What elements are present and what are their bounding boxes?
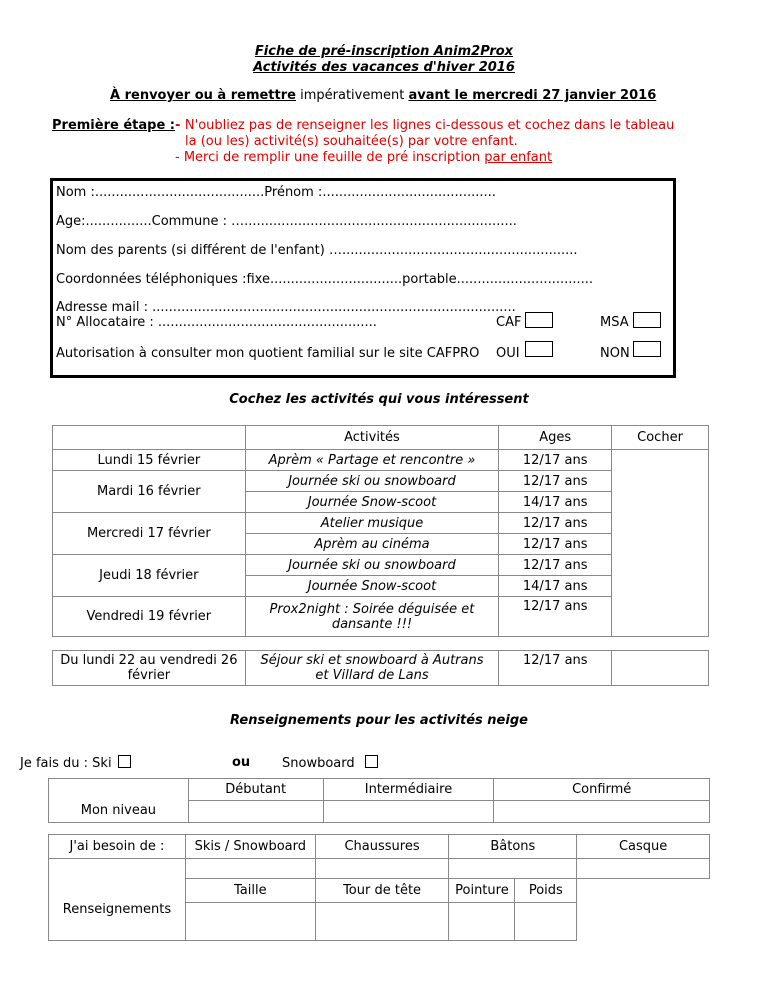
ski-checkbox[interactable] <box>118 755 131 768</box>
day-cell: Lundi 15 février <box>53 450 246 471</box>
need-check-cell[interactable] <box>315 859 449 879</box>
age-commune-field[interactable]: Age:................Commune : ….................................................................. <box>56 214 517 229</box>
return-normal: impérativement <box>295 88 409 103</box>
caf-checkbox[interactable] <box>525 312 553 328</box>
nom-field[interactable]: Nom :.........................................Prénom :.......................................... <box>56 185 496 200</box>
table-header-row <box>53 426 709 450</box>
level-check-cell[interactable] <box>323 801 494 823</box>
form-title: Fiche de pré-inscription Anim2Prox <box>254 44 514 59</box>
age-cell: 12/17 ans <box>499 597 612 637</box>
empty-cell <box>577 879 710 941</box>
cocher-cell[interactable] <box>612 651 709 686</box>
level-cell: Débutant <box>188 779 323 801</box>
table-row <box>53 555 709 576</box>
table-row <box>53 450 709 471</box>
day-cell: Du lundi 22 au vendredi 26 février <box>53 651 246 686</box>
ou-label: ou <box>232 755 251 770</box>
activity-cell: Prox2night : Soirée déguisée et dansante !!! <box>245 597 499 637</box>
need-check-cell[interactable] <box>185 859 315 879</box>
need-check-cell[interactable] <box>577 859 710 879</box>
day-cell: Mercredi 17 février <box>53 513 246 555</box>
table-row <box>53 597 709 637</box>
besoin-label-cell: J'ai besoin de : <box>49 835 186 859</box>
activity-cell: Aprèm « Partage et rencontre » <box>245 450 499 471</box>
step-line2: la (ou les) activité(s) souhaitée(s) par votre enfant. <box>185 134 518 149</box>
info-cell: Poids <box>515 879 577 903</box>
niveau-table <box>48 778 710 823</box>
snowboard-checkbox[interactable] <box>365 755 378 768</box>
info-value-cell[interactable] <box>515 903 577 941</box>
activity-cell: Journée ski ou snowboard <box>245 471 499 492</box>
msa-checkbox[interactable] <box>633 312 661 328</box>
step-label: Première étape : <box>52 118 175 133</box>
level-check-cell[interactable] <box>494 801 710 823</box>
info-value-cell[interactable] <box>449 903 515 941</box>
table-row <box>49 859 710 879</box>
step-line3 <box>175 150 552 165</box>
phone-field[interactable]: Coordonnées téléphoniques :fixe................................portable................................. <box>56 272 594 287</box>
niveau-label-cell: Mon niveau <box>49 779 189 823</box>
info-cell: Tour de tête <box>315 879 449 903</box>
need-check-cell[interactable] <box>449 859 577 879</box>
table-header-empty <box>53 426 246 450</box>
table-header-ages: Ages <box>499 426 612 450</box>
oui-checkbox[interactable] <box>525 341 553 357</box>
activity-cell: Aprèm au cinéma <box>245 534 499 555</box>
step-line3-underlined: par enfant <box>484 150 553 165</box>
table-header-cocher: Cocher <box>612 426 709 450</box>
renseignements-label-cell: Renseignements <box>49 859 186 941</box>
besoin-table <box>48 834 710 941</box>
oui-label: OUI <box>496 346 520 361</box>
need-cell: Skis / Snowboard <box>185 835 315 859</box>
step-line3-text: - Merci de remplir une feuille de pré inscription <box>175 150 485 165</box>
parents-field[interactable]: Nom des parents (si différent de l'enfant) …......................................................... <box>56 243 578 258</box>
je-fais-du <box>20 755 131 771</box>
age-cell: 12/17 ans <box>499 555 612 576</box>
day-cell: Mardi 16 février <box>53 471 246 513</box>
autorisation-label: Autorisation à consulter mon quotient familial sur le site CAFPRO <box>56 346 480 361</box>
day-cell: Jeudi 18 février <box>53 555 246 597</box>
activity-cell: Journée ski ou snowboard <box>245 555 499 576</box>
allocataire-field[interactable]: N° Allocataire : ..................................................... <box>56 315 377 330</box>
caf-label: CAF <box>496 315 522 330</box>
table-row <box>53 513 709 534</box>
step-line1-text: N'oubliez pas de renseigner les lignes ci-dessous et cochez dans le tableau <box>184 118 675 133</box>
table-row <box>49 779 710 801</box>
activity-cell: Atelier musique <box>245 513 499 534</box>
activity-cell: Journée Snow-scoot <box>245 576 499 597</box>
msa-label: MSA <box>600 315 629 330</box>
step-line1 <box>175 118 674 133</box>
non-label: NON <box>600 346 630 361</box>
ski-label: Je fais du : Ski <box>20 756 112 771</box>
snowboard-option <box>282 755 378 771</box>
need-cell: Casque <box>577 835 710 859</box>
age-cell: 12/17 ans <box>499 471 612 492</box>
email-field[interactable]: Adresse mail : ........................................................................................ <box>56 300 516 315</box>
activities-table <box>52 425 709 637</box>
age-cell: 12/17 ans <box>499 534 612 555</box>
form-subtitle: Activités des vacances d'hiver 2016 <box>253 60 515 75</box>
snow-title: Renseignements pour les activités neige <box>230 713 528 728</box>
need-cell: Bâtons <box>449 835 577 859</box>
age-cell: 14/17 ans <box>499 492 612 513</box>
step-dash: - <box>175 118 185 133</box>
cocher-cell[interactable] <box>612 450 709 637</box>
table-header-activites: Activités <box>245 426 499 450</box>
info-value-cell[interactable] <box>185 903 315 941</box>
activity-cell: Séjour ski et snowboard à Autrans et Villard de Lans <box>245 651 499 686</box>
activities-title: Cochez les activités qui vous intéressent <box>229 392 529 407</box>
level-cell: Confirmé <box>494 779 710 801</box>
table-row <box>53 471 709 492</box>
info-cell: Taille <box>185 879 315 903</box>
info-value-cell[interactable] <box>315 903 449 941</box>
age-cell: 12/17 ans <box>499 450 612 471</box>
table-row <box>53 651 709 686</box>
info-cell: Pointure <box>449 879 515 903</box>
return-deadline: avant le mercredi 27 janvier 2016 <box>408 88 657 103</box>
return-instructions <box>110 88 656 103</box>
table-row <box>49 835 710 859</box>
day-cell: Vendredi 19 février <box>53 597 246 637</box>
return-bold: À renvoyer ou à remettre <box>110 88 296 103</box>
non-checkbox[interactable] <box>633 341 661 357</box>
activity-cell: Journée Snow-scoot <box>245 492 499 513</box>
age-cell: 12/17 ans <box>499 651 612 686</box>
snowboard-label: Snowboard <box>282 756 355 771</box>
need-cell: Chaussures <box>315 835 449 859</box>
age-cell: 12/17 ans <box>499 513 612 534</box>
sejour-table <box>52 650 709 686</box>
age-cell: 14/17 ans <box>499 576 612 597</box>
level-check-cell[interactable] <box>188 801 323 823</box>
level-cell: Intermédiaire <box>323 779 494 801</box>
